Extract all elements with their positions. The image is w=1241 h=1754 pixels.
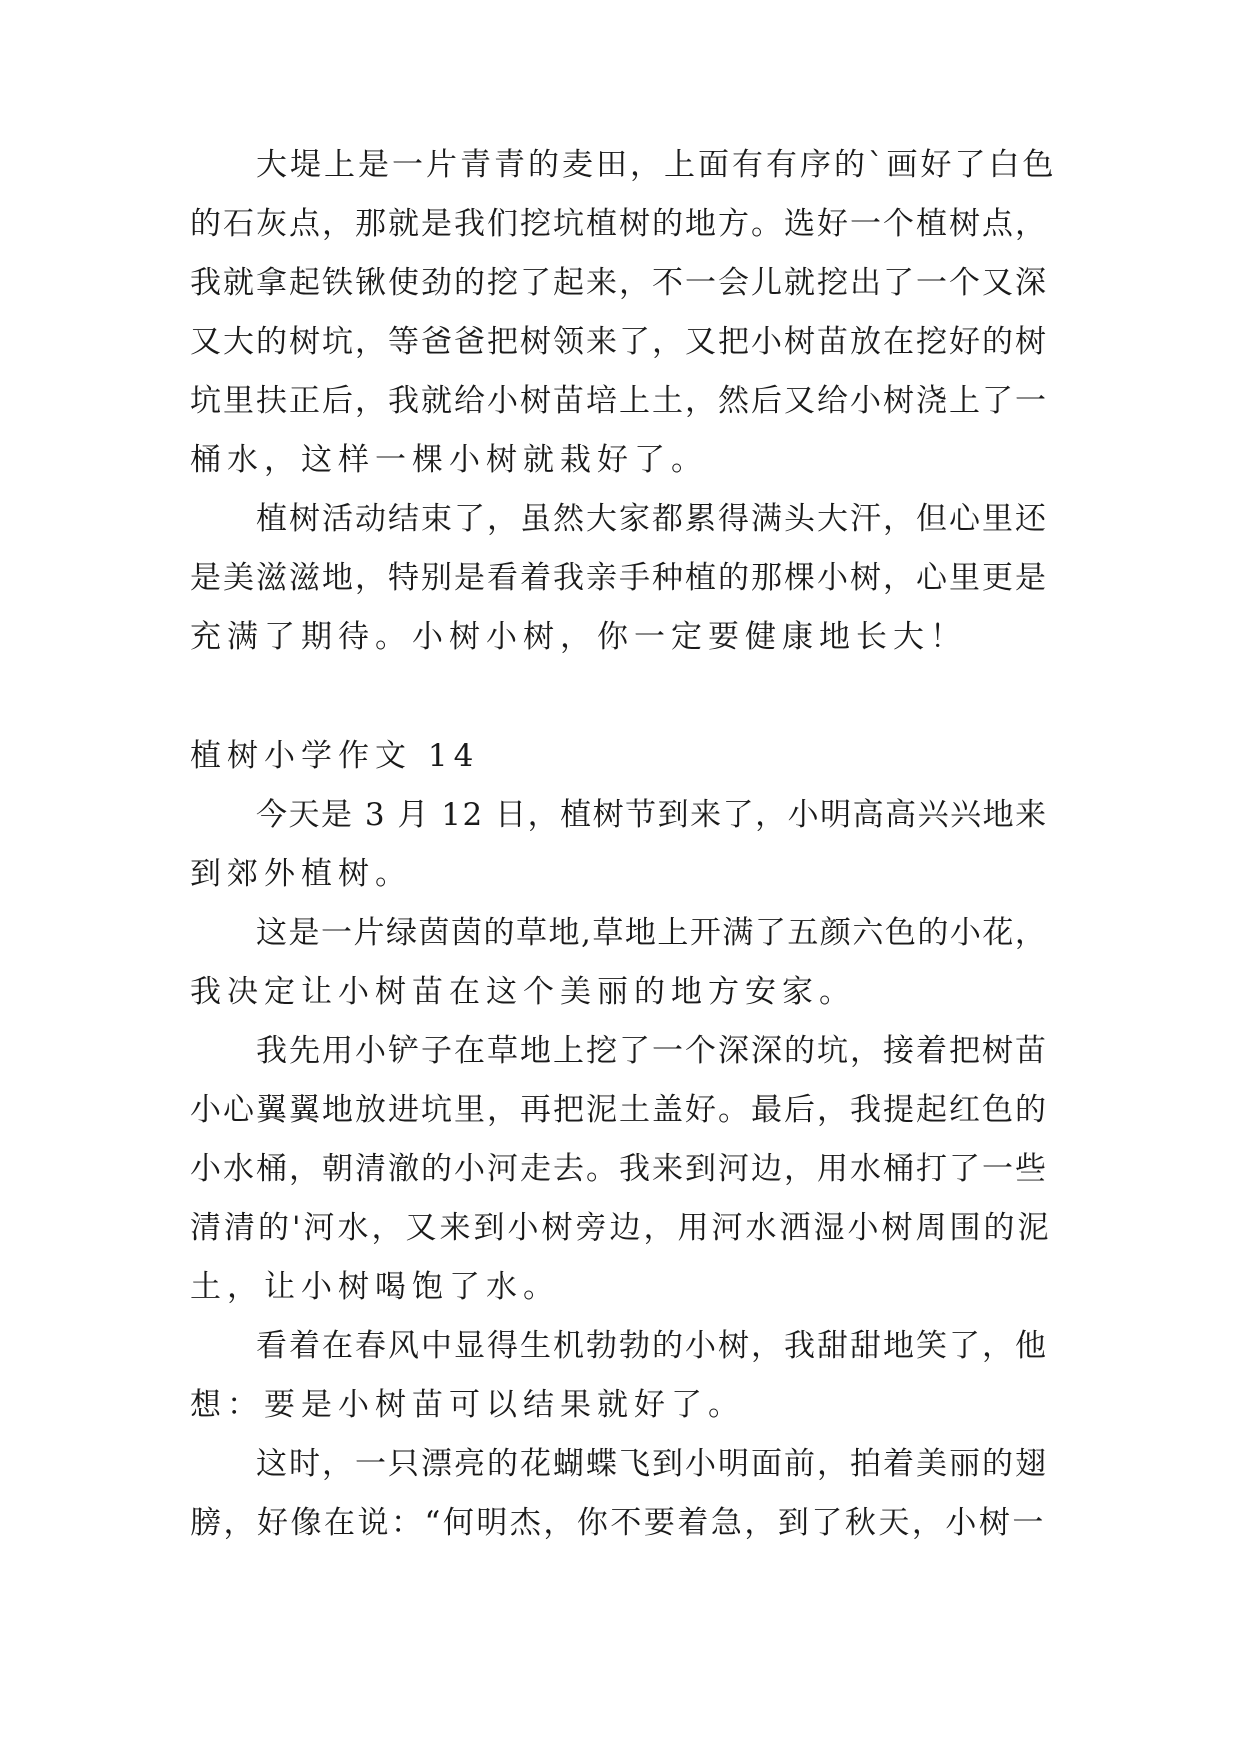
paragraph-line: 小水桶，朝清澈的小河走去。我来到河边，用水桶打了一些: [190, 1151, 1048, 1187]
paragraph-line: 桶水，这样一棵小树就栽好了。: [190, 442, 708, 478]
paragraph-line: 这是一片绿茵茵的草地,草地上开满了五颜六色的小花，: [256, 915, 1048, 951]
paragraph-line: 又大的树坑，等爸爸把树领来了，又把小树苗放在挖好的树: [190, 324, 1048, 360]
paragraph-line: 我先用小铲子在草地上挖了一个深深的坑，接着把树苗: [256, 1033, 1048, 1069]
paragraph-line: 的石灰点，那就是我们挖坑植树的地方。选好一个植树点，: [190, 206, 1048, 242]
paragraph-line: 我就拿起铁锹使劲的挖了起来，不一会儿就挖出了一个又深: [190, 265, 1048, 301]
paragraph-line: 小心翼翼地放进坑里，再把泥土盖好。最后，我提起红色的: [190, 1092, 1048, 1128]
paragraph-line: 想：要是小树苗可以结果就好了。: [190, 1387, 745, 1423]
paragraph-line: 土，让小树喝饱了水。: [190, 1269, 560, 1305]
paragraph-line: 是美滋滋地，特别是看着我亲手种植的那棵小树，心里更是: [190, 560, 1048, 596]
paragraph-line: 膀，好像在说：“何明杰，你不要着急，到了秋天，小树一: [190, 1505, 1046, 1541]
paragraph-line: 这时，一只漂亮的花蝴蝶飞到小明面前，拍着美丽的翅: [256, 1446, 1048, 1482]
paragraph-line: 今天是 3 月 12 日，植树节到来了，小明高高兴兴地来: [256, 797, 1048, 833]
paragraph-line: 植树活动结束了，虽然大家都累得满头大汗，但心里还: [256, 501, 1048, 537]
paragraph-line: 大堤上是一片青青的麦田，上面有有序的`画好了白色: [256, 147, 1057, 183]
section-title: 植树小学作文 14: [190, 738, 480, 774]
paragraph-line: 坑里扶正后，我就给小树苗培上土，然后又给小树浇上了一: [190, 383, 1048, 419]
paragraph-line: 充满了期待。小树小树，你一定要健康地长大！: [190, 619, 967, 655]
paragraph-line: 我决定让小树苗在这个美丽的地方安家。: [190, 974, 856, 1010]
paragraph-line: 看着在春风中显得生机勃勃的小树，我甜甜地笑了，他: [256, 1328, 1048, 1364]
paragraph-line: 清清的'河水，又来到小树旁边，用河水洒湿小树周围的泥: [190, 1210, 1052, 1246]
paragraph-line: 到郊外植树。: [190, 856, 412, 892]
